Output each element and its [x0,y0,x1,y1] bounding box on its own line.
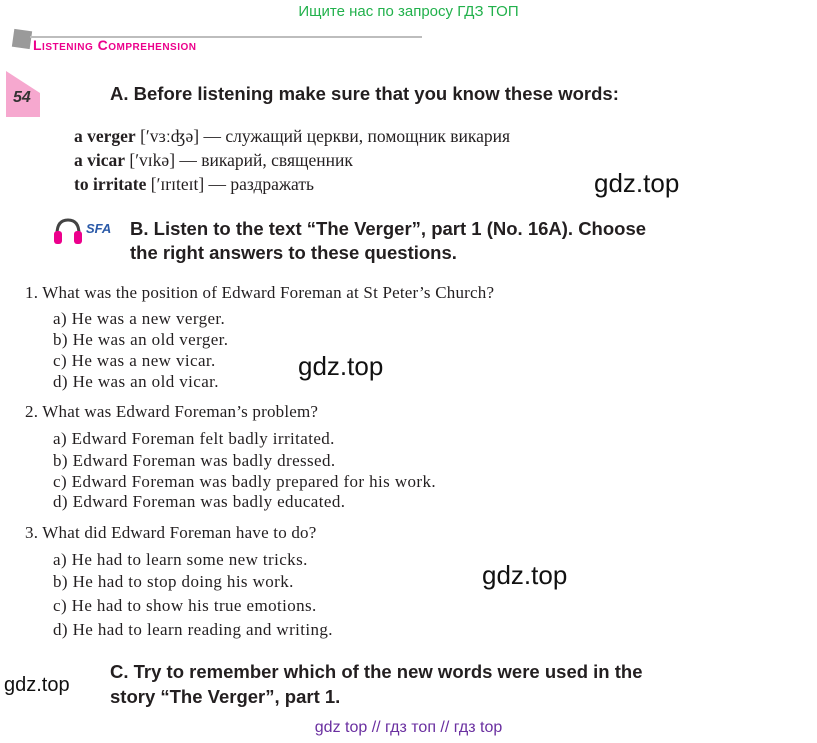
vocab-word: a verger [74,126,136,146]
answer-option: c) He was a new vicar. [53,351,216,370]
watermark: gdz.top [482,560,568,590]
vocab-transcription: [ʹɪrɪteɪt] [150,174,205,194]
vocab-word: to irritate [74,174,147,194]
vocab-translation: — раздражать [208,174,314,194]
answer-option: d) Edward Foreman was badly educated. [53,492,346,511]
task-a-heading: A. Before listening make sure that you know these words: [110,83,619,104]
vocab-translation: — служащий церкви, помощник викария [203,126,511,146]
answer-option: c) He had to show his true emotions. [53,596,317,615]
watermark: gdz.top [298,351,384,381]
question-2: 2. What was Edward Foreman’s problem? [25,402,319,421]
answer-option: c) Edward Foreman was badly prepared for his work. [53,472,437,491]
top-banner: Ищите нас по запросу ГДЗ ТОП [298,3,519,20]
task-b-heading-line2: the right answers to these questions. [130,242,457,263]
question-1: 1. What was the position of Edward Foreman at St Peter’s Church? [25,283,495,302]
page-number: 54 [13,89,31,106]
answer-option: d) He was an old vicar. [53,372,219,391]
headphones-icon [52,216,84,246]
vocab-item [74,126,510,147]
answer-option: a) He had to learn some new tricks. [53,550,308,569]
answer-option: a) Edward Foreman felt badly irritated. [53,429,335,448]
answer-option: b) He was an old verger. [53,330,229,349]
section-marker [12,29,32,49]
answer-option: d) He had to learn reading and writing. [53,620,333,639]
vocab-item [74,150,353,171]
answer-option: b) He had to stop doing his work. [53,572,294,591]
section-title: Listening Comprehension [33,37,197,53]
vocab-word: a vicar [74,150,126,170]
question-3: 3. What did Edward Foreman have to do? [25,523,317,542]
vocab-transcription: [ʹvɪkə] [129,150,176,170]
watermark: gdz.top [594,168,680,198]
task-c-heading-line1: C. Try to remember which of the new words were used in the [110,661,643,682]
answer-option: a) He was a new verger. [53,309,226,328]
bottom-banner: gdz top // гдз топ // гдз top [314,719,503,736]
vocab-transcription: [ʹvɜːʤə] [140,126,200,146]
sfa-badge: SFA [86,221,112,236]
watermark: gdz.top [4,674,70,696]
answer-option: b) Edward Foreman was badly dressed. [53,451,336,470]
vocab-item [74,174,314,195]
task-b-heading-line1: B. Listen to the text “The Verger”, part 1 (No. 16A). Choose [130,218,647,239]
vocab-translation: — викарий, священник [179,150,353,170]
task-c-heading-line2: story “The Verger”, part 1. [110,686,341,707]
